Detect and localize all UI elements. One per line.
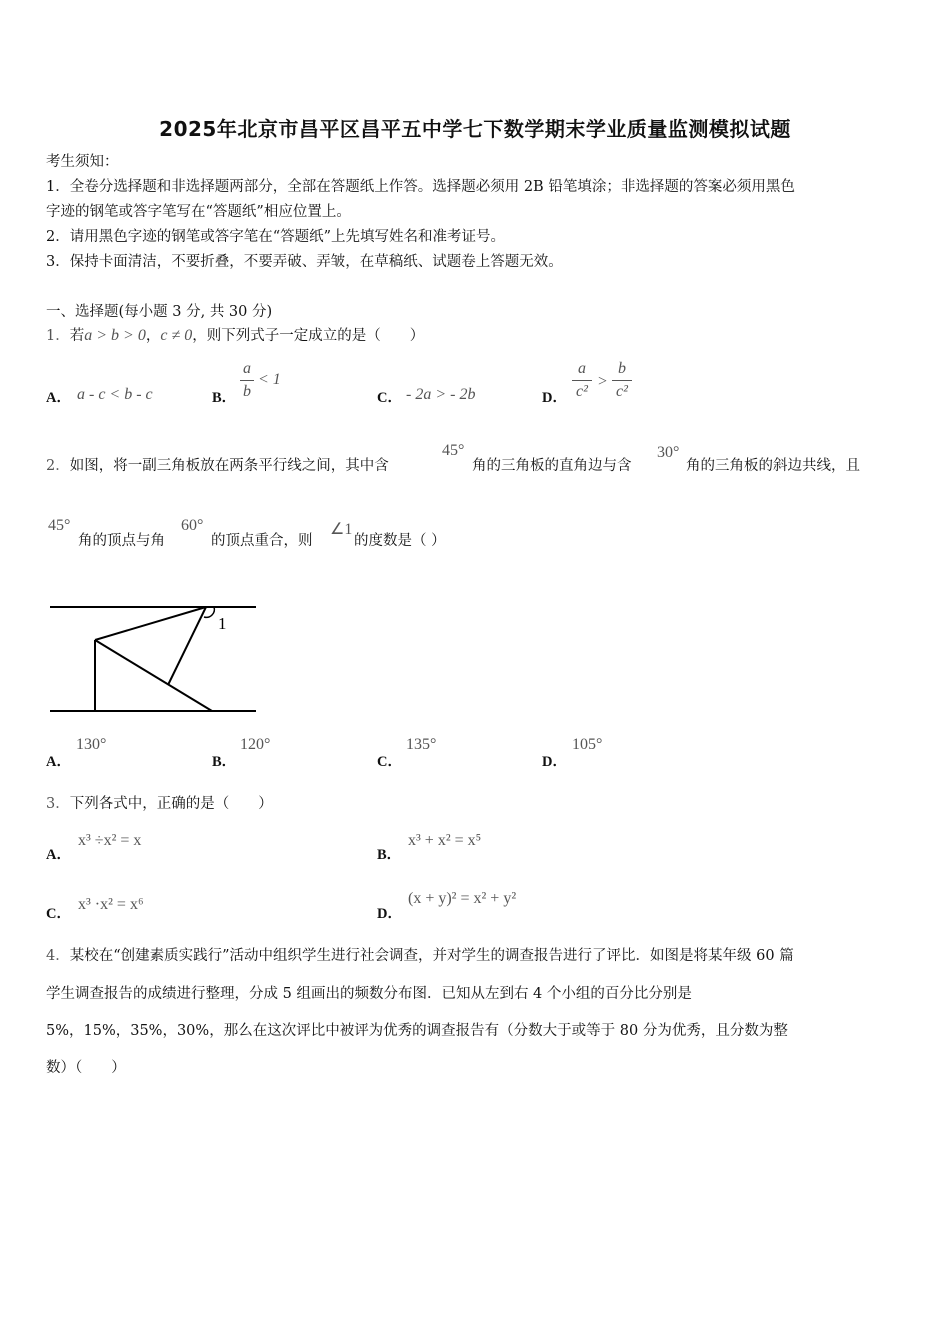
- q2-text-2: 角的三角板的直角边与含: [472, 458, 632, 474]
- triangle-side-inner: [168, 607, 206, 685]
- q1-option-d-operator: >: [597, 373, 608, 390]
- q2-angle-30: 30°: [657, 444, 680, 461]
- q3-option-b-label: B．: [377, 847, 402, 863]
- q1-option-c-label: C．: [377, 390, 402, 406]
- q4-number: 4．: [46, 948, 70, 964]
- q2-angle-60: 60°: [181, 517, 204, 534]
- q1-option-d-den-1: c²: [576, 383, 588, 400]
- notice-line-3: 3．保持卡面清洁，不要折叠，不要弄破、弄皱，在草稿纸、试题卷上答题无效。: [46, 254, 563, 270]
- q1-option-d-num-2: b: [618, 360, 626, 377]
- q3-option-a-label: A．: [46, 847, 71, 863]
- q2-option-d-label: D．: [542, 754, 567, 770]
- q3-option-c-label: C．: [46, 906, 71, 922]
- triangle-side-diagonal: [95, 640, 212, 711]
- q2-angle-1: ∠1: [330, 521, 353, 538]
- notice-line-1a: 1．全卷分选择题和非选择题两部分，全部在答题纸上作答。选择题必须用 2B 铅笔填涂；非选择题的答案必须用黑色: [46, 179, 795, 195]
- q2-option-b: 120°: [240, 736, 271, 753]
- q2-number: 2．: [46, 458, 70, 474]
- question-3-stem: [46, 794, 273, 814]
- q2-text-6: 的度数是（ ）: [354, 533, 446, 549]
- q1-text-2: ，则下列式子一定成立的是（ ）: [192, 328, 425, 344]
- q1-option-d-num-1: a: [578, 360, 586, 377]
- q2-option-c: 135°: [406, 736, 437, 753]
- page-title: 2025年北京市昌平区昌平五中学七下数学期末学业质量监测模拟试题: [159, 117, 791, 141]
- q1-condition-1: a > b > 0: [84, 327, 146, 344]
- q1-option-b-numerator: a: [243, 360, 251, 377]
- q2-angle-45: 45°: [442, 442, 465, 459]
- q3-option-a: x³ ÷x² = x: [78, 832, 142, 849]
- q1-option-b-denominator: b: [243, 383, 251, 400]
- q2-option-a-label: A．: [46, 754, 71, 770]
- q1-sep: ，: [145, 328, 161, 344]
- q1-condition-2: c ≠ 0: [160, 327, 193, 344]
- q3-option-d-label: D．: [377, 906, 402, 922]
- q4-line-3: 5%，15%，35%，30%，那么在这次评比中被评为优秀的调查报告有（分数大于或等于 80 分为优秀，且分数为整: [46, 1023, 788, 1039]
- q1-option-d-fraction-2: [612, 360, 632, 401]
- q2-option-b-label: B．: [212, 754, 237, 770]
- parallel-lines-triangles-diagram: [46, 598, 261, 716]
- q3-number: 3．: [46, 796, 70, 812]
- q1-option-a: a - c < b - c: [77, 386, 153, 403]
- q2-option-c-label: C．: [377, 754, 402, 770]
- q1-option-b-label: B．: [212, 390, 237, 406]
- q3-stem: 下列各式中，正确的是（ ）: [69, 796, 273, 812]
- angle-1-label: 1: [218, 614, 227, 633]
- q1-option-b-rhs: < 1: [258, 371, 281, 388]
- notice-heading: 考生须知：: [46, 154, 119, 170]
- q2-option-d: 105°: [572, 736, 603, 753]
- q2-text-5: 的顶点重合，则: [211, 533, 313, 549]
- q1-option-d-label: D．: [542, 390, 567, 406]
- q3-option-d: (x + y)² = x² + y²: [408, 890, 517, 907]
- q1-option-c: - 2a > - 2b: [406, 386, 476, 403]
- q4-line-2: 学生调查报告的成绩进行整理，分成 5 组画出的频数分布图．已知从左到右 4 个小组的百分比分别是: [46, 986, 692, 1002]
- q1-text-1: 若: [69, 328, 85, 344]
- notice-line-2: 2．请用黑色字迹的钢笔或答字笔在“答题纸”上先填写姓名和准考证号。: [46, 229, 506, 245]
- q1-option-d-den-2: c²: [616, 383, 628, 400]
- q3-option-c: x³ ·x² = x⁶: [78, 896, 144, 913]
- q2-text-3: 角的三角板的斜边共线，且: [686, 458, 860, 474]
- q3-option-b: x³ + x² = x⁵: [408, 832, 482, 849]
- q2-geometry-figure: [46, 598, 261, 720]
- q1-number: 1．: [46, 328, 70, 344]
- q1-option-b-fraction: [240, 360, 254, 401]
- triangle-side-top: [95, 607, 206, 640]
- q4-line-1: [46, 946, 794, 966]
- section-heading: 一、选择题(每小题 3 分, 共 30 分): [46, 304, 273, 320]
- notice-line-1b: 字迹的钢笔或答字笔写在“答题纸”相应位置上。: [46, 204, 351, 220]
- question-1-stem: [46, 326, 424, 346]
- q2-text-4: 角的顶点与角: [78, 533, 165, 549]
- q2-option-a: 130°: [76, 736, 107, 753]
- q4-line-1-text: 某校在“创建素质实践行”活动中组织学生进行社会调查，并对学生的调查报告进行了评比．如图是将某年级 60 篇: [69, 948, 794, 964]
- q1-option-a-label: A．: [46, 390, 71, 406]
- q4-line-4: 数）（ ）: [46, 1060, 126, 1076]
- q2-angle-45-b: 45°: [48, 517, 71, 534]
- q2-text-1: 如图，将一副三角板放在两条平行线之间，其中含: [69, 458, 389, 474]
- q2-line-1-text: [46, 456, 389, 476]
- q1-option-d-fraction-1: [572, 360, 592, 401]
